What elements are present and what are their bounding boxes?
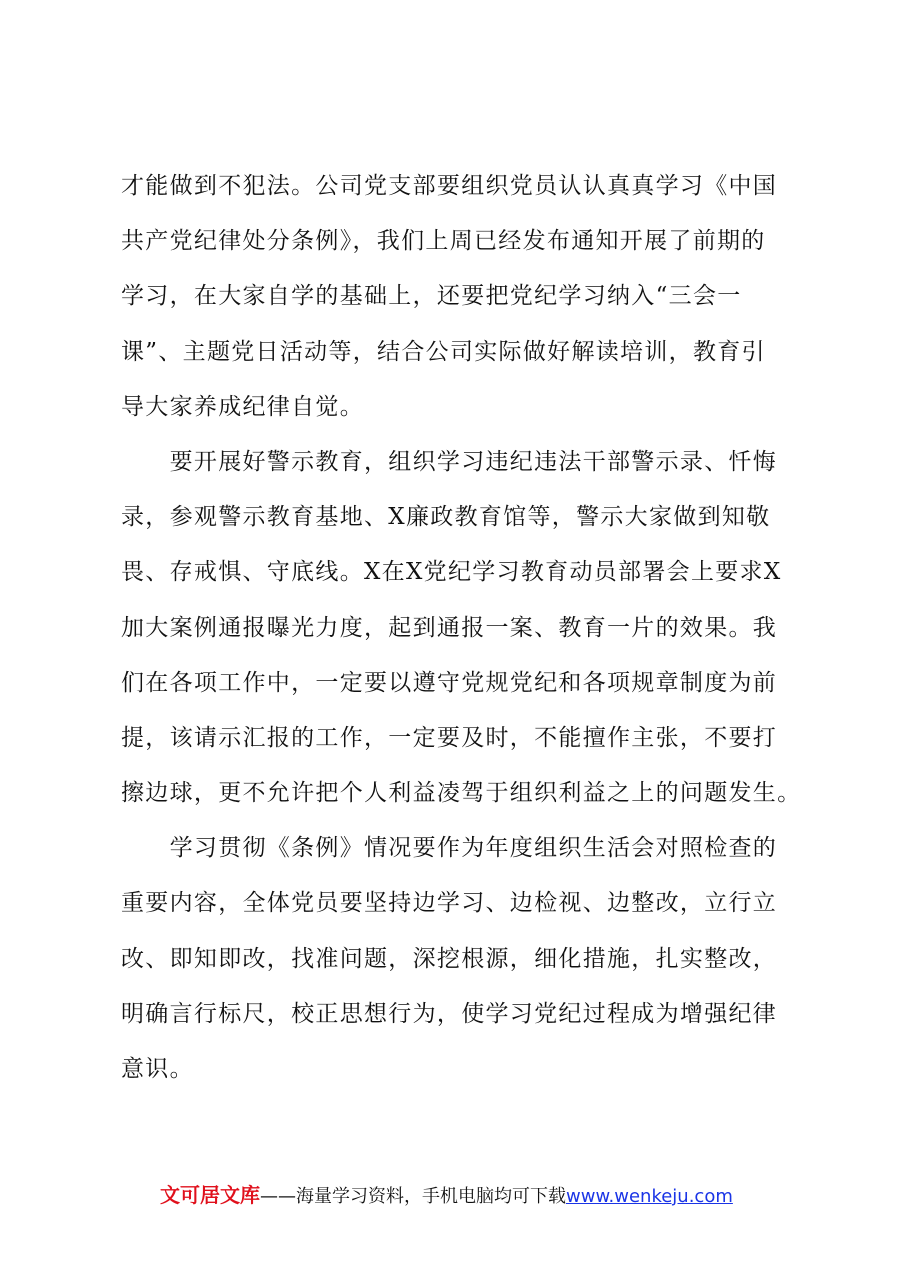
body-line: 录，参观警示教育基地、X廉政教育馆等，警示大家做到知敬 <box>121 504 771 531</box>
body-line: 加大案例通报曝光力度，起到通报一案、教育一片的效果。我 <box>121 614 778 641</box>
body-line: 共产党纪律处分条例》，我们上周已经发布通知开展了前期的 <box>121 228 766 255</box>
footer-dash: —— <box>260 1186 296 1207</box>
body-line: 学习，在大家自学的基础上，还要把党纪学习纳入“三会一 <box>121 283 742 310</box>
footer-link[interactable]: www.wenkeju.com <box>566 1186 733 1207</box>
body-line: 课”、主题党日活动等，结合公司实际做好解读培训，教育引 <box>121 338 766 365</box>
body-line: 意识。 <box>121 1056 194 1082</box>
body-line: 提，该请示汇报的工作，一定要及时，不能擅作主张，不要打 <box>121 724 778 751</box>
body-line: 改、即知即改，找准问题，深挖根源，细化措施，扎实整改， <box>121 945 778 972</box>
body-line: 要开展好警示教育，组织学习违纪违法干部警示录、忏悔 <box>121 448 778 475</box>
body-line: 们在各项工作中，一定要以遵守党规党纪和各项规章制度为前 <box>121 669 778 696</box>
footer-brand: 文可居文库 <box>160 1183 260 1207</box>
body-line: 重要内容，全体党员要坚持边学习、边检视、边整改，立行立 <box>121 890 778 917</box>
body-line: 导大家养成纪律自觉。 <box>121 393 364 420</box>
footer-banner <box>160 1181 780 1211</box>
body-line: 明确言行标尺，校正思想行为，使学习党纪过程成为增强纪律 <box>121 1000 778 1027</box>
footer-slogan: 海量学习资料，手机电脑均可下载 <box>296 1186 566 1207</box>
document-body <box>121 164 802 1102</box>
body-line: 学习贯彻《条例》情况要作为年度组织生活会对照检查的 <box>121 835 778 862</box>
body-line: 才能做到不犯法。公司党支部要组织党员认认真真学习《中国 <box>121 173 778 199</box>
body-line: 畏、存戒惧、守底线。X在X党纪学习教育动员部署会上要求X <box>121 559 782 586</box>
body-line: 擦边球，更不允许把个人利益凌驾于组织利益之上的问题发生。 <box>121 780 802 807</box>
